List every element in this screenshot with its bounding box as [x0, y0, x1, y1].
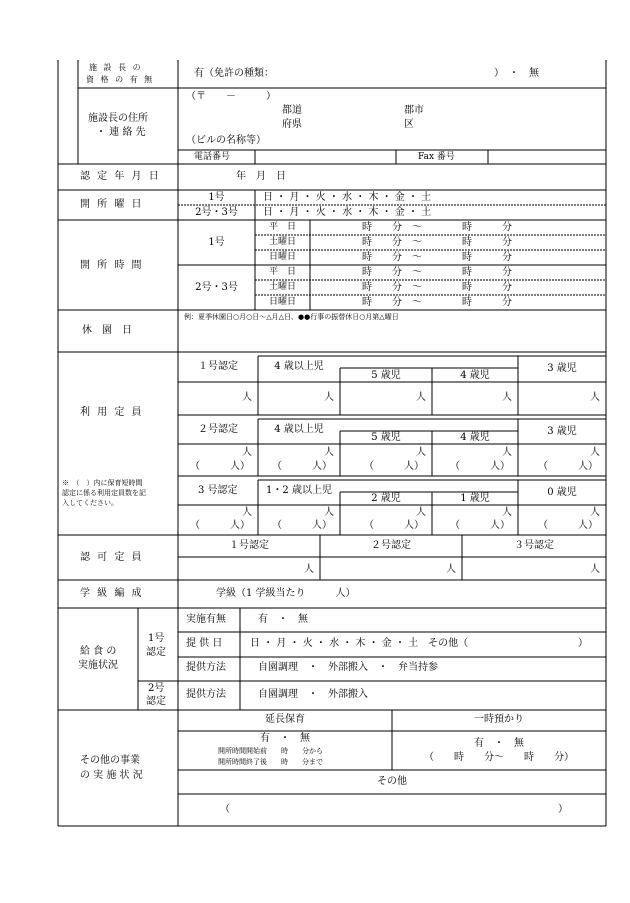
hours-day: 日曜日: [268, 252, 296, 262]
capacity-note-1: ※ （ ）内に保育短時間: [62, 479, 143, 487]
unit: 人: [502, 447, 512, 458]
temporary-yes-no[interactable]: 有 ・ 無: [474, 738, 524, 749]
others-paren-open[interactable]: （: [220, 804, 230, 815]
unit: 人: [590, 392, 600, 403]
short-hours-count[interactable]: （ 人）: [538, 461, 598, 472]
open-days-days-1[interactable]: 日 ・ 月 ・ 火 ・ 水 ・ 木 ・ 金 ・ 土: [263, 192, 432, 203]
meals-label-1: 給 食 の: [80, 646, 117, 657]
meals-method-label-2: 提供方法: [186, 689, 226, 700]
open-hours-type-2: 2号・3号: [195, 282, 238, 293]
qualification-value[interactable]: 有（免許の種類：: [194, 68, 274, 79]
postal-code[interactable]: （〒 － ）: [186, 91, 276, 102]
type1-h1: 4 歳以上児: [274, 361, 324, 372]
short-hours-count[interactable]: （ 人）: [538, 520, 598, 531]
classes-value[interactable]: 学級（1 学級当たり 人）: [216, 588, 356, 599]
short-hours-count[interactable]: （ 人）: [272, 461, 332, 472]
address-label-1: 施設長の住所: [88, 113, 148, 124]
open-days-label: 開 所 曜 日: [80, 199, 144, 210]
permit-c3: ３号認定: [514, 540, 554, 551]
qualification-label-1: 施 設 長 の: [89, 63, 143, 72]
hours-time[interactable]: 時 分 ～ 時 分: [362, 297, 512, 308]
unit: 人: [590, 447, 600, 458]
capacity-note-3: 入してください。: [62, 499, 118, 507]
hours-time[interactable]: 時 分 ～ 時 分: [362, 267, 512, 278]
meals-days-value[interactable]: 日 ・ 月 ・ 火 ・ 水 ・ 木 ・ 金 ・ 土 その他（: [250, 638, 469, 649]
meals-type2-a: 2号: [148, 683, 165, 694]
meals-method-label-1: 提供方法: [186, 662, 226, 673]
meals-method-value-1[interactable]: 自園調理 ・ 外部搬入 ・ 弁当持参: [258, 662, 438, 673]
meals-type1-b: 認定: [146, 647, 166, 658]
city-2: 区: [404, 119, 414, 130]
short-hours-count[interactable]: （ 人）: [190, 520, 250, 531]
unit: 人: [590, 564, 600, 575]
unit: 人: [502, 507, 512, 518]
unit: 人: [590, 507, 600, 518]
unit: 人: [324, 447, 334, 458]
other-label-1: その他の事業: [80, 755, 140, 766]
hours-time[interactable]: 時 分 ～ 時 分: [362, 222, 512, 233]
unit: 人: [446, 564, 456, 575]
type2-title: ２号認定: [198, 424, 238, 435]
type2-h2: 5 歳児: [371, 432, 401, 443]
unit: 人: [324, 392, 334, 403]
open-days-days-2[interactable]: 日 ・ 月 ・ 火 ・ 水 ・ 木 ・ 金 ・ 土: [263, 207, 432, 218]
others-paren-close: ）: [558, 804, 568, 815]
type1-h4: 3 歳児: [547, 363, 577, 374]
address-label-2: ・ 連 絡 先: [96, 127, 146, 138]
capacity-label: 利 用 定 員: [80, 407, 144, 418]
open-days-type-2: 2号・3号: [195, 207, 238, 218]
approval-date-value[interactable]: 年 月 日: [236, 171, 286, 182]
short-hours-count[interactable]: （ 人）: [364, 461, 424, 472]
open-days-type-1: 1号: [208, 192, 225, 203]
type3-h1: 1・2 歳以上児: [266, 485, 332, 496]
short-hours-count[interactable]: （ 人）: [190, 461, 250, 472]
unit: 人: [242, 507, 252, 518]
temporary-time[interactable]: （ 時 分～ 時 分）: [424, 752, 574, 763]
meals-type2-b: 認定: [146, 696, 166, 707]
unit: 人: [242, 447, 252, 458]
extended-after: 開所時間終了後 時 分まで: [218, 758, 323, 766]
type3-h4: 0 歳児: [547, 487, 577, 498]
type2-h4: 3 歳児: [547, 426, 577, 437]
meals-days-close: ）: [578, 638, 588, 649]
unit: 人: [416, 447, 426, 458]
unit: 人: [502, 392, 512, 403]
type1-h3: 4 歳児: [460, 370, 490, 381]
meals-days-label: 提 供 日: [186, 638, 223, 649]
qualification-close: ） ・ 無: [494, 68, 539, 79]
permit-c2: ２号認定: [371, 540, 411, 551]
meals-method-value-2[interactable]: 自園調理 ・ 外部搬入: [258, 689, 368, 700]
hours-day: 土曜日: [268, 282, 296, 292]
city-1: 郡市: [404, 105, 424, 116]
type3-h2: 2 歳児: [371, 493, 401, 504]
hours-day: 日曜日: [268, 297, 296, 307]
unit: 人: [242, 392, 252, 403]
short-hours-count[interactable]: （ 人）: [450, 520, 510, 531]
unit: 人: [304, 564, 314, 575]
extended-yes-no[interactable]: 有 ・ 無: [260, 733, 310, 744]
meals-impl-label: 実施有無: [186, 614, 226, 625]
short-hours-count[interactable]: （ 人）: [364, 520, 424, 531]
extended-care-header: 延長保育: [265, 714, 305, 725]
capacity-note-2: 認定に係る利用定員数を記: [62, 489, 146, 497]
fax-label: Fax 番号: [418, 152, 455, 162]
type3-title: 3 号認定: [198, 485, 238, 496]
qualification-label-2: 資 格 の 有 無: [86, 75, 155, 84]
type1-h2: 5 歳児: [371, 370, 401, 381]
approval-date-label: 認 定 年 月 日: [80, 171, 161, 182]
hours-day: 平 日: [268, 222, 296, 232]
unit: 人: [416, 507, 426, 518]
meals-label-2: 実施状況: [78, 660, 118, 671]
meals-type1-a: 1号: [148, 633, 165, 644]
permit-c1: １号認定: [229, 540, 269, 551]
hours-time[interactable]: 時 分 ～ 時 分: [362, 282, 512, 293]
extended-before: 開所時間開始前 時 分から: [218, 747, 323, 755]
short-hours-count[interactable]: （ 人）: [450, 461, 510, 472]
classes-label: 学 級 編 成: [80, 588, 144, 599]
other-label-2: の 実 施 状 況: [80, 770, 143, 781]
hours-time[interactable]: 時 分 ～ 時 分: [362, 252, 512, 263]
hours-time[interactable]: 時 分 ～ 時 分: [362, 237, 512, 248]
type1-title: １号認定: [198, 361, 238, 372]
unit: 人: [416, 392, 426, 403]
type2-h3: 4 歳児: [460, 432, 490, 443]
open-hours-type-1: 1号: [208, 237, 225, 248]
temporary-care-header: 一時預かり: [474, 714, 524, 725]
hours-day: 平 日: [268, 267, 296, 277]
permit-label: 認 可 定 員: [80, 552, 144, 563]
holidays-example: 例：夏季休園日○月○日～△月△日、●●行事の振替休日○月第△曜日: [184, 313, 399, 321]
hours-day: 土曜日: [268, 237, 296, 247]
building-name[interactable]: （ビルの名称等）: [186, 135, 266, 146]
type3-h3: 1 歳児: [460, 493, 490, 504]
open-hours-label: 開 所 時 間: [80, 260, 144, 271]
short-hours-count[interactable]: （ 人）: [272, 520, 332, 531]
phone-label: 電話番号: [194, 152, 231, 162]
type2-h1: 4 歳以上児: [274, 424, 324, 435]
prefecture-2: 府県: [282, 119, 302, 130]
prefecture-1: 都道: [282, 105, 302, 116]
unit: 人: [324, 507, 334, 518]
others-header: その他: [377, 776, 407, 787]
meals-impl-value[interactable]: 有 ・ 無: [258, 614, 308, 625]
holidays-label: 休 園 日: [82, 325, 132, 336]
